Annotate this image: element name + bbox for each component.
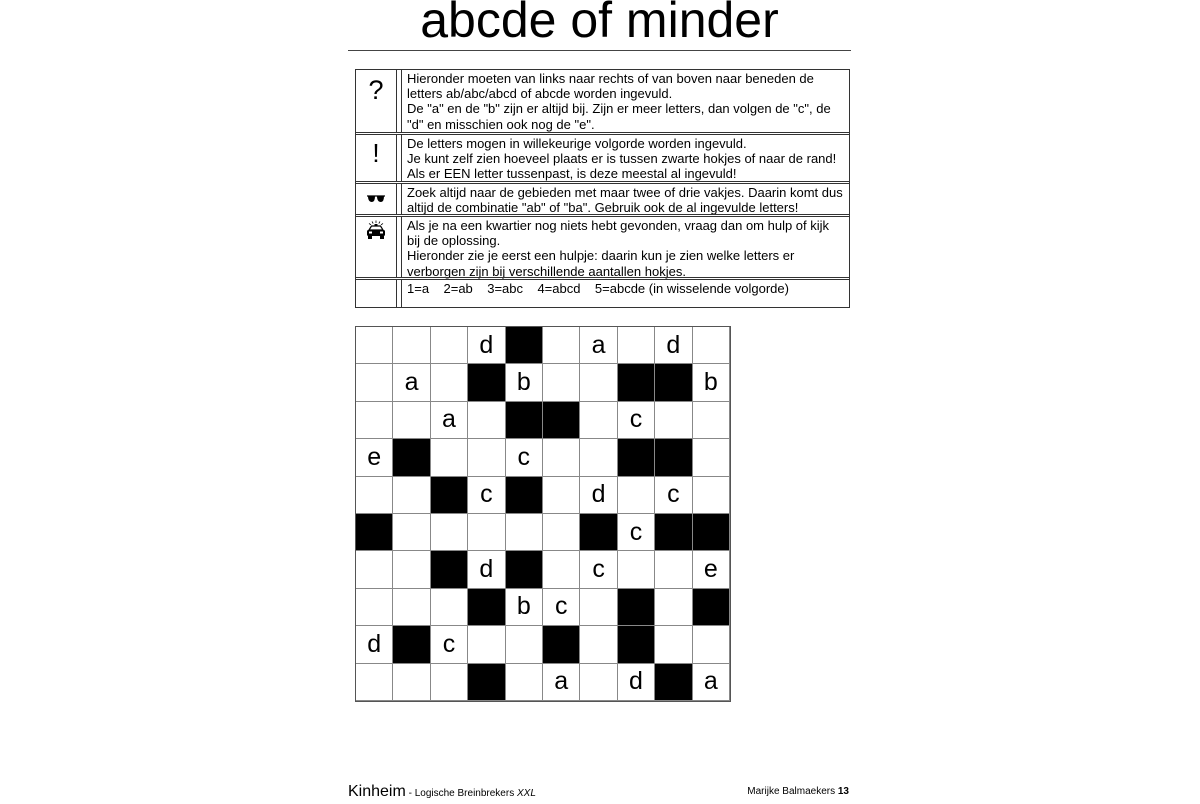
- grid-cell-black: [393, 439, 430, 476]
- police-car-icon: [365, 220, 387, 242]
- instruction-text: [401, 280, 849, 307]
- instruction-row-helper: [356, 280, 849, 307]
- instruction-line: De letters mogen in willekeurige volgorde worden ingevuld.: [407, 136, 747, 151]
- sunglasses-icon: [356, 184, 397, 214]
- grid-cell-empty[interactable]: [356, 402, 393, 439]
- grid-cell-empty[interactable]: [543, 514, 580, 551]
- grid-cell-black: [468, 589, 505, 626]
- grid-cell-empty[interactable]: [655, 551, 692, 588]
- grid-cell-empty[interactable]: [393, 551, 430, 588]
- grid-cell-empty[interactable]: [693, 439, 730, 476]
- grid-cell-black: [543, 626, 580, 663]
- page-title: abcde of minder: [420, 0, 779, 48]
- grid-cell-empty[interactable]: [431, 364, 468, 401]
- grid-cell-empty[interactable]: [468, 402, 505, 439]
- instruction-line: Als je na een kwartier nog niets hebt gevonden, vraag dan om hulp of kijk bij de oplossing.: [407, 218, 830, 249]
- helper-legend: 1=a 2=ab 3=abc 4=abcd 5=abcde (in wisselende volgorde): [407, 281, 789, 296]
- grid-cell-empty[interactable]: [506, 626, 543, 663]
- grid-cell-empty[interactable]: [693, 402, 730, 439]
- grid-cell-black: [618, 439, 655, 476]
- grid-cell-black: [356, 514, 393, 551]
- grid-cell-empty[interactable]: [468, 439, 505, 476]
- grid-cell-empty[interactable]: [543, 551, 580, 588]
- grid-cell-given: a: [393, 364, 430, 401]
- question-mark-icon: ?: [356, 70, 397, 132]
- grid-cell-given: c: [506, 439, 543, 476]
- grid-cell-empty[interactable]: [618, 477, 655, 514]
- grid-cell-empty[interactable]: [580, 439, 617, 476]
- grid-cell-given: b: [506, 364, 543, 401]
- grid-cell-empty[interactable]: [655, 626, 692, 663]
- grid-cell-given: d: [618, 664, 655, 701]
- grid-cell-given: c: [431, 626, 468, 663]
- grid-cell-given: c: [468, 477, 505, 514]
- grid-cell-black: [618, 364, 655, 401]
- grid-cell-black: [506, 477, 543, 514]
- grid-cell-empty[interactable]: [356, 664, 393, 701]
- instruction-text: [401, 135, 849, 181]
- grid-cell-given: e: [356, 439, 393, 476]
- grid-cell-empty[interactable]: [356, 477, 393, 514]
- grid-cell-empty[interactable]: [543, 477, 580, 514]
- grid-cell-black: [693, 589, 730, 626]
- grid-cell-empty[interactable]: [618, 551, 655, 588]
- grid-cell-empty[interactable]: [393, 589, 430, 626]
- grid-cell-given: d: [468, 551, 505, 588]
- grid-cell-given: b: [506, 589, 543, 626]
- grid-cell-empty[interactable]: [431, 589, 468, 626]
- grid-cell-empty[interactable]: [506, 514, 543, 551]
- grid-cell-empty[interactable]: [693, 327, 730, 364]
- grid-cell-given: d: [356, 626, 393, 663]
- instruction-line: Hieronder zie je eerst een hulpje: daarin kun je zien welke letters er verborgen zijn bij verschillende aantallen hokjes.: [407, 248, 795, 279]
- publisher-name: Kinheim: [348, 783, 406, 800]
- instruction-row-question: [356, 70, 849, 132]
- grid-cell-given: a: [580, 327, 617, 364]
- grid-cell-given: a: [543, 664, 580, 701]
- grid-cell-empty[interactable]: [693, 477, 730, 514]
- police-car-icon: [356, 217, 397, 277]
- grid-cell-given: b: [693, 364, 730, 401]
- grid-cell-empty[interactable]: [393, 477, 430, 514]
- grid-cell-empty[interactable]: [356, 364, 393, 401]
- grid-cell-given: e: [693, 551, 730, 588]
- grid-cell-black: [655, 439, 692, 476]
- grid-cell-empty[interactable]: [580, 402, 617, 439]
- instruction-row-sunglasses: [356, 184, 849, 214]
- grid-cell-black: [506, 551, 543, 588]
- grid-cell-empty[interactable]: [393, 514, 430, 551]
- instruction-text: [401, 217, 849, 277]
- grid-cell-empty[interactable]: [580, 589, 617, 626]
- exclamation-mark-icon: !: [356, 135, 397, 181]
- grid-cell-given: d: [468, 327, 505, 364]
- grid-cell-given: d: [655, 327, 692, 364]
- grid-cell-given: c: [618, 402, 655, 439]
- grid-cell-empty[interactable]: [431, 327, 468, 364]
- grid-cell-empty[interactable]: [506, 664, 543, 701]
- grid-cell-empty[interactable]: [431, 664, 468, 701]
- footer-author: [747, 784, 849, 800]
- grid-cell-black: [655, 514, 692, 551]
- grid-cell-black: [393, 626, 430, 663]
- instruction-line: De "a" en de "b" zijn er altijd bij. Zijn er meer letters, dan volgen de "c", de "d" en misschien ook nog de "e".: [407, 101, 831, 132]
- title-divider: [348, 50, 851, 51]
- grid-cell-black: [618, 626, 655, 663]
- series-name: - Logische Breinbrekers: [405, 788, 517, 799]
- grid-cell-empty[interactable]: [393, 402, 430, 439]
- grid-cell-black: [693, 514, 730, 551]
- grid-cell-empty[interactable]: [618, 327, 655, 364]
- grid-cell-given: d: [580, 477, 617, 514]
- grid-cell-empty[interactable]: [468, 626, 505, 663]
- instruction-text: [401, 184, 849, 214]
- instruction-line: Je kunt zelf zien hoeveel plaats er is tussen zwarte hokjes of naar de rand! Als er EEN letter tussenpast, is deze meestal al ingevuld!: [407, 151, 837, 182]
- grid-cell-empty[interactable]: [543, 439, 580, 476]
- grid-cell-empty[interactable]: [468, 514, 505, 551]
- grid-cell-black: [618, 589, 655, 626]
- grid-cell-black: [543, 402, 580, 439]
- instructions-table: [355, 69, 850, 308]
- grid-cell-black: [468, 664, 505, 701]
- grid-cell-empty[interactable]: [693, 626, 730, 663]
- grid-cell-empty[interactable]: [356, 551, 393, 588]
- empty-icon-cell: [356, 280, 397, 307]
- grid-cell-black: [431, 551, 468, 588]
- grid-cell-given: c: [580, 551, 617, 588]
- grid-cell-given: a: [693, 664, 730, 701]
- instruction-line: Hieronder moeten van links naar rechts of van boven naar beneden de letters ab/abc/abcd of abcde worden ingevuld.: [407, 71, 814, 102]
- grid-cell-empty[interactable]: [580, 626, 617, 663]
- grid-cell-black: [655, 364, 692, 401]
- grid-cell-empty[interactable]: [356, 589, 393, 626]
- grid-cell-empty[interactable]: [356, 327, 393, 364]
- grid-cell-black: [431, 477, 468, 514]
- grid-cell-given: c: [543, 589, 580, 626]
- grid-cell-given: c: [655, 477, 692, 514]
- puzzle-grid: [355, 326, 731, 702]
- grid-cell-black: [506, 402, 543, 439]
- grid-cell-black: [580, 514, 617, 551]
- author-name: Marijke Balmaekers: [747, 786, 838, 797]
- grid-cell-empty[interactable]: [655, 402, 692, 439]
- grid-cell-black: [655, 664, 692, 701]
- grid-cell-empty[interactable]: [543, 327, 580, 364]
- grid-cell-empty[interactable]: [431, 439, 468, 476]
- grid-cell-empty[interactable]: [543, 364, 580, 401]
- grid-cell-given: c: [618, 514, 655, 551]
- sunglasses-icon: [366, 194, 386, 204]
- grid-cell-empty[interactable]: [393, 664, 430, 701]
- page-number: 13: [837, 786, 849, 797]
- footer-publisher: [348, 782, 536, 804]
- series-suffix: XXL: [516, 788, 536, 799]
- grid-cell-empty[interactable]: [655, 589, 692, 626]
- grid-cell-empty[interactable]: [580, 664, 617, 701]
- grid-cell-empty[interactable]: [431, 514, 468, 551]
- grid-cell-given: a: [431, 402, 468, 439]
- grid-cell-empty[interactable]: [393, 327, 430, 364]
- instruction-row-police: [356, 217, 849, 277]
- grid-cell-black: [468, 364, 505, 401]
- grid-cell-black: [506, 327, 543, 364]
- instruction-text: [401, 70, 849, 132]
- instruction-row-exclamation: [356, 135, 849, 181]
- instruction-line: Zoek altijd naar de gebieden met maar twee of drie vakjes. Daarin komt dus altijd de combinatie "ab" of "ba". Gebruik ook de al ingevulde letters!: [407, 185, 843, 216]
- grid-cell-empty[interactable]: [580, 364, 617, 401]
